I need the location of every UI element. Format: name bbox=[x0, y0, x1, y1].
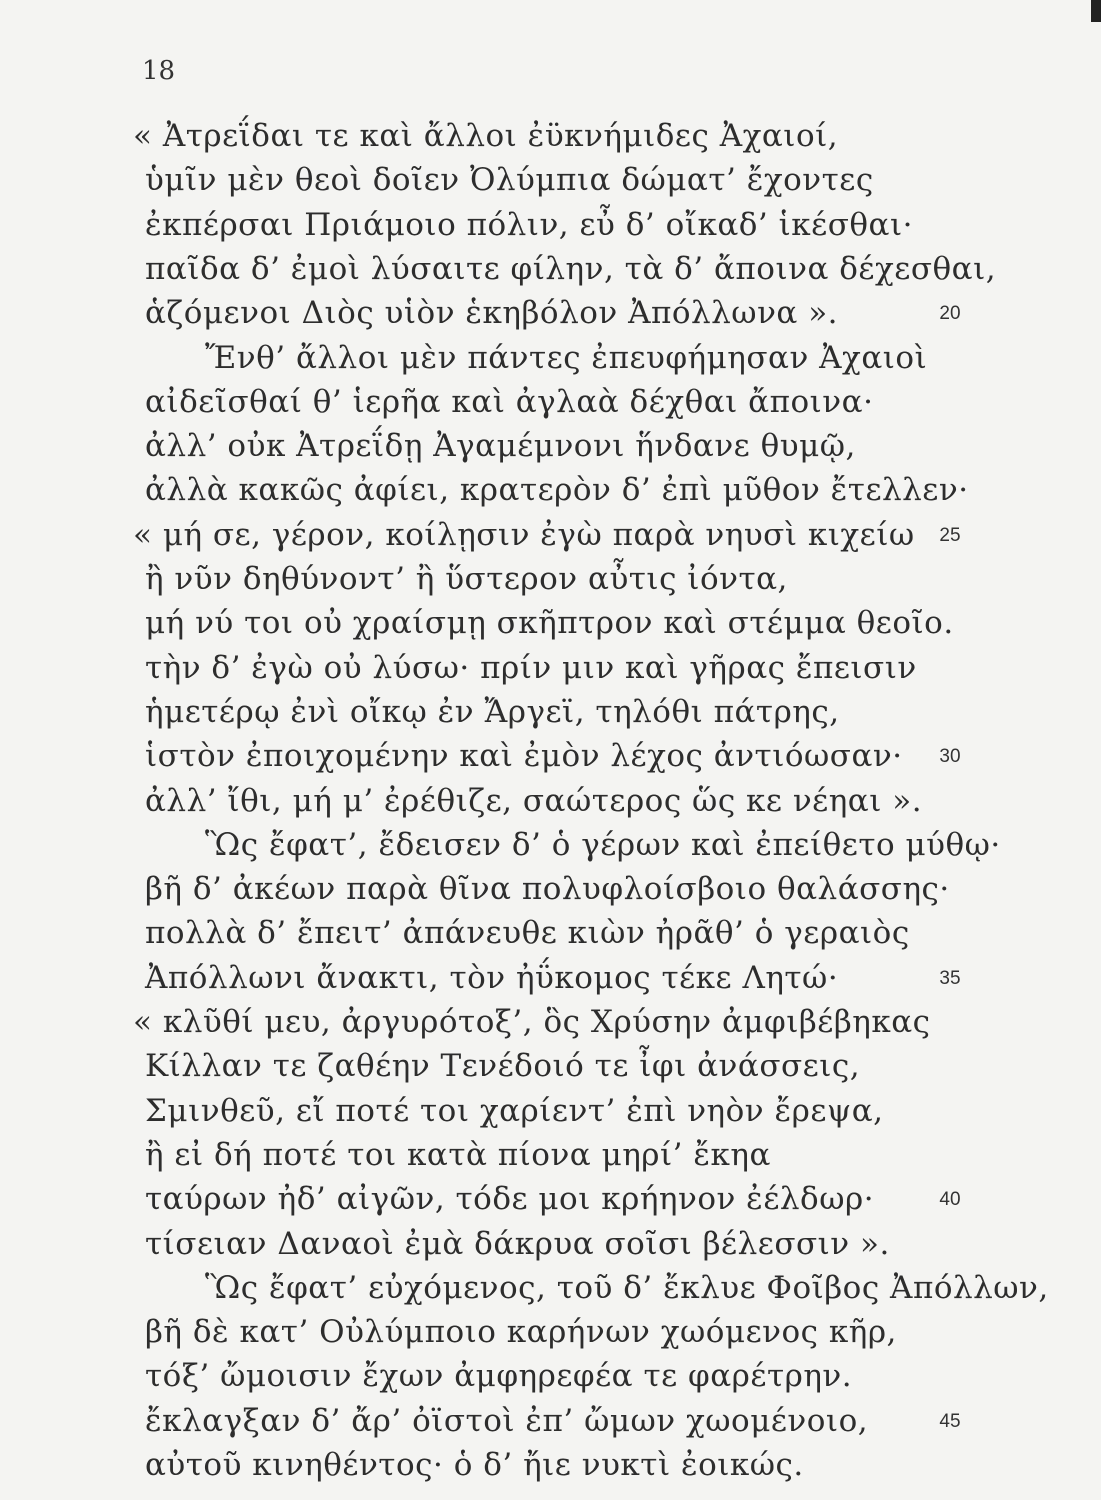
verse-line: τὴν δ’ ἐγὼ οὐ λύσω· πρίν μιν καὶ γῆρας ἔπεισιν bbox=[145, 650, 917, 686]
verse-line: βῆ δ’ ἀκέων παρὰ θῖνα πολυφλοίσβοιο θαλάσσης· bbox=[145, 871, 950, 907]
line-number: 30 bbox=[939, 746, 961, 767]
line-number: 20 bbox=[939, 303, 961, 324]
verse-line: Ἔνθ’ ἄλλοι μὲν πάντες ἐπευφήμησαν Ἀχαιοὶ bbox=[205, 340, 928, 376]
verse-line: αὐτοῦ κινηθέντος· ὁ δ’ ἤιε νυκτὶ ἐοικώς. bbox=[145, 1447, 804, 1483]
verse-line: ἀλλὰ κακῶς ἀφίει, κρατερὸν δ’ ἐπὶ μῦθον ἔτελλεν· bbox=[145, 472, 969, 508]
verse-line: ἢ νῦν δηθύνοντ’ ἢ ὕστερον αὖτις ἰόντα, bbox=[145, 561, 788, 597]
verse-line: ἢ εἰ δή ποτέ τοι κατὰ πίονα μηρί’ ἔκηα bbox=[145, 1137, 771, 1173]
verse-line: ἁζόμενοι Διὸς υἱὸν ἑκηβόλον Ἀπόλλωνα ». bbox=[145, 295, 839, 331]
verse-line: αἰδεῖσθαί θ’ ἱερῆα καὶ ἀγλαὰ δέχθαι ἄποινα· bbox=[145, 384, 874, 420]
line-number: 45 bbox=[939, 1411, 961, 1432]
verse-line: ἀλλ’ οὐκ Ἀτρεΐδῃ Ἀγαμέμνονι ἥνδανε θυμῷ, bbox=[145, 428, 856, 464]
line-number: 35 bbox=[939, 968, 961, 989]
verse-line: βῆ δὲ κατ’ Οὐλύμποιο καρήνων χωόμενος κῆρ, bbox=[145, 1314, 897, 1350]
verse-line: « Ἀτρεΐδαι τε καὶ ἄλλοι ἐϋκνήμιδες Ἀχαιοί, bbox=[133, 118, 839, 154]
verse-line: ἡμετέρῳ ἐνὶ οἴκῳ ἐν Ἄργεϊ, τηλόθι πάτρης, bbox=[145, 694, 840, 730]
verse-line: ὑμῖν μὲν θεοὶ δοῖεν Ὀλύμπια δώματ’ ἔχοντες bbox=[145, 162, 874, 198]
verse-line: τίσειαν Δαναοὶ ἐμὰ δάκρυα σοῖσι βέλεσσιν ». bbox=[145, 1226, 890, 1262]
verse-line: τόξ’ ὤμοισιν ἔχων ἀμφηρεφέα τε φαρέτρην. bbox=[145, 1358, 853, 1394]
verse-line: ἱστὸν ἐποιχομένην καὶ ἐμὸν λέχος ἀντιόωσαν· bbox=[145, 738, 903, 774]
verse-line: μή νύ τοι οὐ χραίσμῃ σκῆπτρον καὶ στέμμα θεοῖο. bbox=[145, 605, 954, 641]
verse-line: πολλὰ δ’ ἔπειτ’ ἀπάνευθε κιὼν ἠρᾶθ’ ὁ γεραιὸς bbox=[145, 915, 910, 951]
verse-line: ταύρων ἠδ’ αἰγῶν, τόδε μοι κρήηνον ἐέλδωρ· bbox=[145, 1181, 875, 1217]
verse-line: ἐκπέρσαι Πριάμοιο πόλιν, εὖ δ’ οἴκαδ’ ἱκέσθαι· bbox=[145, 207, 913, 243]
verse-line: « μή σε, γέρον, κοίλῃσιν ἐγὼ παρὰ νηυσὶ κιχείω bbox=[133, 517, 915, 553]
verse-line: Ὣς ἔφατ’, ἔδεισεν δ’ ὁ γέρων καὶ ἐπείθετο μύθῳ· bbox=[205, 827, 1001, 863]
verse-line: Κίλλαν τε ζαθέην Τενέδοιό τε ἶφι ἀνάσσεις, bbox=[145, 1048, 861, 1084]
verse-line: ἔκλαγξαν δ’ ἄρ’ ὀϊστοὶ ἐπ’ ὤμων χωομένοιο, bbox=[145, 1403, 869, 1439]
line-number: 40 bbox=[939, 1189, 961, 1210]
verse-line: Σμινθεῦ, εἴ ποτέ τοι χαρίεντ’ ἐπὶ νηὸν ἔρεψα, bbox=[145, 1093, 884, 1129]
verse-line: « κλῦθί μευ, ἀργυρότοξ’, ὃς Χρύσην ἀμφιβέβηκας bbox=[133, 1004, 931, 1040]
verse-line: Ἀπόλλωνι ἄνακτι, τὸν ἠΰκομος τέκε Λητώ· bbox=[145, 960, 839, 996]
line-number: 25 bbox=[939, 525, 961, 546]
verse-line: παῖδα δ’ ἐμοὶ λύσαιτε φίλην, τὰ δ’ ἄποινα δέχεσθαι, bbox=[145, 251, 997, 287]
page-number: 18 bbox=[142, 56, 176, 86]
verse-line: Ὣς ἔφατ’ εὐχόμενος, τοῦ δ’ ἔκλυε Φοῖβος Ἀπόλλων, bbox=[205, 1270, 1049, 1306]
verse-line: ἀλλ’ ἴθι, μή μ’ ἐρέθιζε, σαώτερος ὥς κε νέηαι ». bbox=[145, 783, 923, 819]
